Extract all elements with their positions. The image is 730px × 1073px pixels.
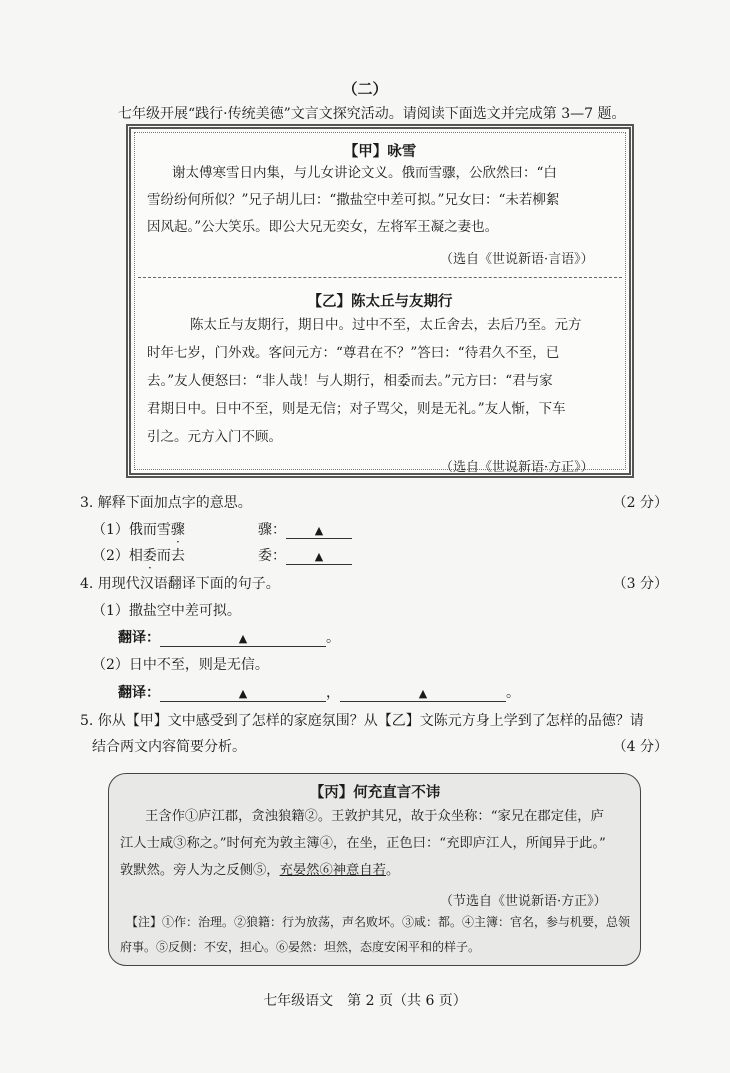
section-title: （二） [342,80,388,98]
passage-b-line5: 引之。元方入门不顾。 [147,429,282,445]
passage-c-note2: 府事。⑤反侧：不安，担心。⑥晏然：坦然，态度安闲平和的样子。 [120,940,481,954]
intro-text: 七年级开展“践行·传统美德”文言文探究活动。请阅读下面选文并完成第 3—7 题。 [118,106,626,122]
q3-score: （2 分） [612,495,668,511]
passage-c-line3: 敦默然。旁人为之反侧⑤，充晏然⑥神意自若。 [120,863,400,878]
passage-b-line2: 时年七岁，门外戏。客问元方：“尊君在不？”答曰：“待君久不至，已 [147,345,560,361]
q3-item1: （1）俄而雪骤 [92,522,185,538]
passage-b-line1: 陈太丘与友期行，期日中。过中不至，太丘舍去，去后乃至。元方 [190,317,582,333]
passage-c-note1: 【注】①作：治理。②狼籍：行为放荡，声名败坏。③咸：都。④主簿：官名，参与机要，总领 [126,915,631,929]
passage-a-line1: 谢太傅寒雪日内集，与儿女讲论文义。俄而雪骤，公欣然曰：“白 [172,165,557,181]
q4-item2-answer: 翻译： ▲ ， ▲ 。 [118,685,520,701]
page-footer: 七年级语文 第 2 页（共 6 页） [263,993,467,1009]
answer-blank[interactable]: ▲ [286,522,352,539]
passage-b-title: 【乙】陈太丘与友期行 [307,294,453,310]
passage-b-source: （选自《世说新语·方正》） [440,460,594,475]
passage-c-line1: 王含作①庐江郡，贪浊狼籍②。王敦护其兄，故于众坐称：“家兄在郡定佳，庐 [145,809,604,824]
q3-item2-answer: 委： ▲ [258,545,352,565]
translation-blank[interactable]: ▲ [160,630,326,647]
q3-stem: 3. 解释下面加点字的意思。 [80,495,252,511]
q3-item1-answer: 骤： ▲ [258,519,352,539]
q5-line2: 结合两文内容简要分析。 [92,739,246,755]
q4-item1: （1）撒盐空中差可拟。 [92,603,241,619]
passage-divider [138,277,622,278]
translation-blank[interactable]: ▲ [160,685,326,702]
passage-c-source: （节选自《世说新语·方正》） [440,894,607,909]
dotted-char-wei: 委 [397,373,411,389]
passage-a-line3: 因风起。”公大笑乐。即公大兄无奕女，左将军王凝之妻也。 [147,219,499,235]
q4-item2: （2）日中不至，则是无信。 [92,657,269,673]
passage-b-line3: 去。”友人便怒曰：“非人哉！与人期行，相委而去。”元方曰：“君与家 [147,373,553,389]
q5-line1: 5. 你从【甲】文中感受到了怎样的家庭氛围？从【乙】文陈元方身上学到了怎样的品德？请 [80,713,644,729]
q5-score: （4 分） [612,739,668,755]
underlined-sentence: 充晏然⑥神意自若 [279,863,386,878]
q4-stem: 4. 用现代汉语翻译下面的句子。 [80,576,280,592]
passage-a-line2: 雪纷纷何所似？”兄子胡儿曰：“撒盐空中差可拟。”兄女曰：“未若柳絮 [147,192,560,208]
passage-a-title: 【甲】咏雪 [343,144,417,160]
passage-b-line4: 君期日中。日中不至，则是无信；对子骂父，则是无礼。”友人惭，下车 [147,401,566,417]
q3-item2: （2）相委而去 [92,548,185,564]
passage-c-line2: 江人士咸③称之。”时何充为敦主簿④，在坐，正色曰：“充即庐江人，所闻异于此。” [120,836,606,851]
passage-c-title: 【丙】何充直言不讳 [309,785,441,801]
q4-score: （3 分） [612,576,668,592]
passage-a-source: （选自《世说新语·言语》） [440,252,594,267]
dotted-char-zhou: 骤 [442,165,456,181]
answer-blank[interactable]: ▲ [286,548,352,565]
translation-blank[interactable]: ▲ [340,685,506,702]
q4-item1-answer: 翻译： ▲ 。 [118,630,340,646]
